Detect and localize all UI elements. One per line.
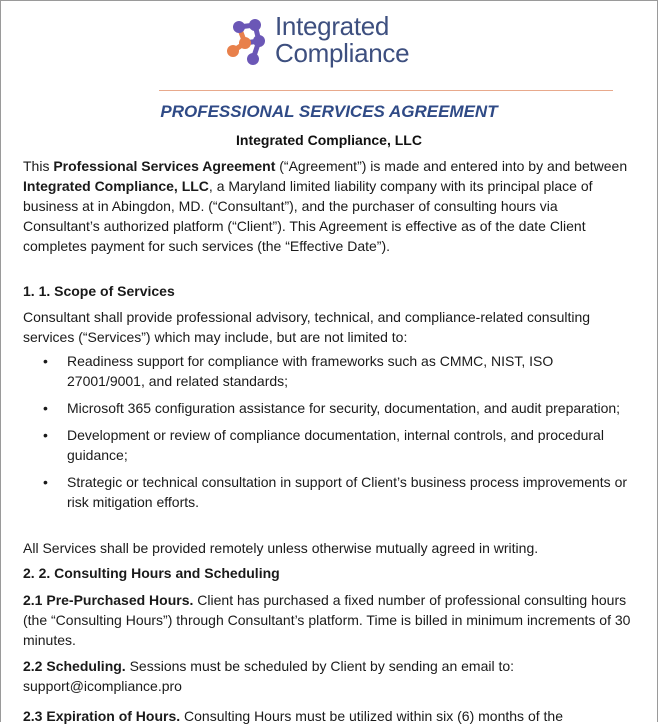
intro-text-3: , a Maryland limited liability company with its principal place of business at in Abingdon, MD. (“Consultant”), and the purchaser of consulting hours via Consultant’s authorized platform (“Client”). This Agreement is effective as of the date Client completes payment for such services (the “Effective Date”). xyxy=(23,178,593,254)
list-item-text: Microsoft 365 configuration assistance for security, documentation, and audit preparation; xyxy=(67,400,621,416)
clause-2-2-text: Sessions must be scheduled by Client by sending an email to: support@icompliance.pro xyxy=(23,658,515,694)
clause-2-1-text: Client has purchased a fixed number of professional consulting hours (the “Consulting Hours”) through Consultant’s platform. Time is billed in minimum increments of 30 minutes. xyxy=(23,592,631,648)
logo-mark-icon xyxy=(225,17,271,67)
list-item xyxy=(23,398,633,418)
clause-2-3-label: 2.3 Expiration of Hours. xyxy=(23,708,181,724)
bullet-icon: • xyxy=(43,400,48,416)
services-list xyxy=(23,351,633,519)
list-item xyxy=(23,425,633,465)
bullet-icon: • xyxy=(43,427,48,443)
document-title: PROFESSIONAL SERVICES AGREEMENT xyxy=(160,102,498,121)
header-divider xyxy=(159,90,613,91)
list-item-text: Development or review of compliance documentation, internal controls, and procedural guidance; xyxy=(67,427,604,463)
section-1-lead: Consultant shall provide professional advisory, technical, and compliance-related consulting services (“Services”) which may include, but are not limited to: xyxy=(23,309,591,345)
clause-2-1-label: 2.1 Pre-Purchased Hours. xyxy=(23,592,194,608)
document-page xyxy=(1,1,657,723)
document-subtitle: Integrated Compliance, LLC xyxy=(236,132,422,148)
clause-2-1 xyxy=(23,590,633,650)
intro-paragraph xyxy=(23,156,633,256)
bullet-icon: • xyxy=(43,353,48,369)
logo-wordmark xyxy=(275,13,409,67)
intro-text-2: (“Agreement”) is made and entered into by and between xyxy=(275,158,628,174)
clause-2-3-text: Consulting Hours must be utilized within six (6) months of the xyxy=(180,708,563,724)
section-2-heading: 2. 2. Consulting Hours and Scheduling xyxy=(23,565,280,581)
bullet-icon: • xyxy=(43,474,48,490)
section-1-heading: 1. 1. Scope of Services xyxy=(23,283,175,299)
list-item-text: Strategic or technical consultation in support of Client’s business process improvements or risk mitigation efforts. xyxy=(67,474,628,510)
list-item xyxy=(23,472,633,512)
intro-text-1: This xyxy=(23,158,54,174)
clause-2-2 xyxy=(23,656,633,696)
list-item-text: Readiness support for compliance with frameworks such as CMMC, NIST, ISO 27001/9001, and related standards; xyxy=(67,353,554,389)
company-logo xyxy=(225,13,425,73)
logo-line-2: Compliance xyxy=(275,38,410,68)
logo-line-1: Integrated xyxy=(275,11,390,41)
list-item xyxy=(23,351,633,391)
section-1-closing: All Services shall be provided remotely unless otherwise mutually agreed in writing. xyxy=(23,540,539,556)
intro-bold-agreement: Professional Services Agreement xyxy=(53,158,276,174)
intro-bold-company: Integrated Compliance, LLC xyxy=(23,178,209,194)
clause-2-3 xyxy=(23,706,633,726)
clause-2-2-label: 2.2 Scheduling. xyxy=(23,658,126,674)
